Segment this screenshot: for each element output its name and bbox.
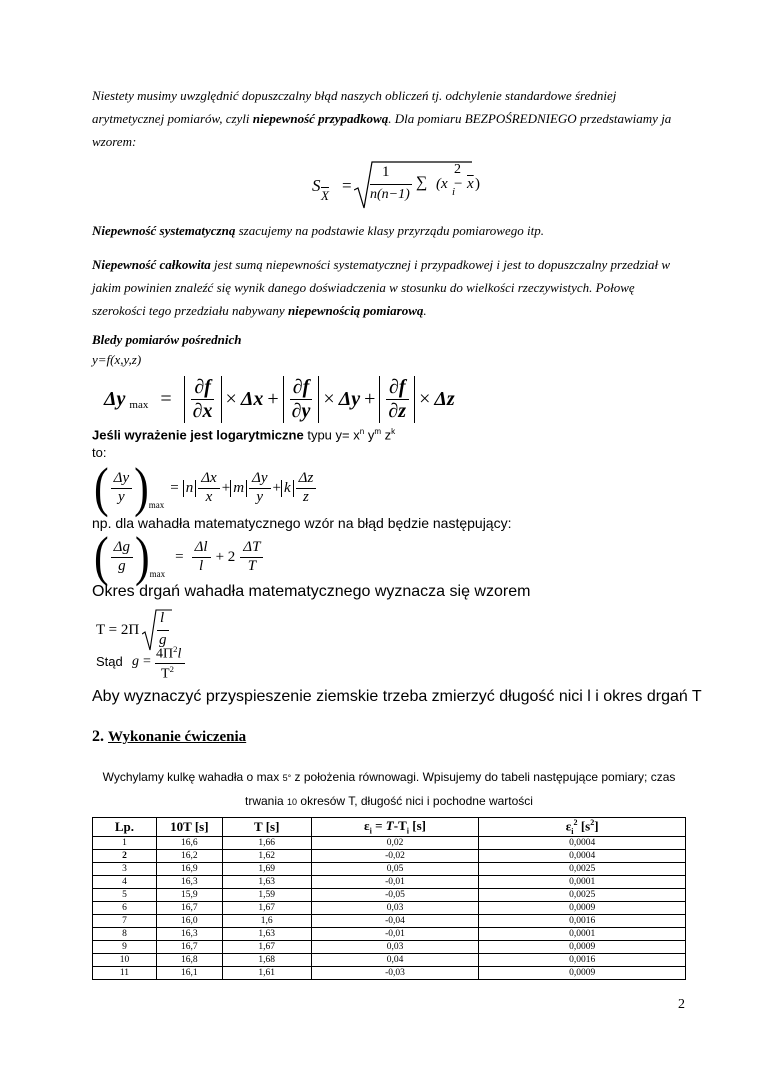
table-cell: 1 <box>93 837 157 850</box>
header-10t: 10T [s] <box>156 818 222 837</box>
table-row <box>93 889 686 902</box>
table-cell: 16,3 <box>156 928 222 941</box>
table-cell: 1,63 <box>222 876 311 889</box>
formula-delta-y-max: Δy max = $\frac{\partial f}{\partial x}$ × Δx + $\frac{\partial f}{\partial y}$ × Δy + $\frac{\partial f}{\partial z}$ × Δz <box>104 375 455 422</box>
table-cell: 0,0025 <box>479 889 686 902</box>
formula-pendulum-error: ( $\frac{\Delta g}{g}$ ) max = $\frac{\Delta l}{l}$ + 2 $\frac{\Delta T}{T}$ <box>94 533 265 581</box>
table-cell: -0,01 <box>311 928 479 941</box>
table-cell: 0,0009 <box>479 902 686 915</box>
table-cell: 2 <box>93 850 157 863</box>
table-cell: 0,05 <box>311 863 479 876</box>
table-row <box>93 941 686 954</box>
table-row <box>93 837 686 850</box>
table-cell: 5 <box>93 889 157 902</box>
table-cell: 16,8 <box>156 954 222 967</box>
table-cell: 0,0009 <box>479 967 686 980</box>
table-cell: 16,7 <box>156 941 222 954</box>
to-label: to: <box>92 445 107 460</box>
measurements-table <box>92 817 686 980</box>
table-cell: 7 <box>93 915 157 928</box>
table-body <box>93 837 686 980</box>
table-row <box>93 902 686 915</box>
exercise-description: Wychylamy kulkę wahadła o max 5° z położenia równowagi. Wpisujemy do tabeli następujące pomiary; czas trwania 10 okresów T, długość nici i pochodne wartości <box>102 770 676 808</box>
table-cell: 1,66 <box>222 837 311 850</box>
table-cell: -0,02 <box>311 850 479 863</box>
header-epsilon: $\varepsilon_i = \overline{T}-T_i$ [s] <box>311 818 479 837</box>
abs-partial-x: $\frac{\partial f}{\partial x}$ <box>184 376 222 423</box>
table-cell: 0,0004 <box>479 837 686 850</box>
table-cell: 0,0016 <box>479 915 686 928</box>
page-number: 2 <box>678 997 685 1012</box>
pendulum-error-text: np. dla wahadła matematycznego wzór na błąd będzie następujący: <box>92 515 512 531</box>
bold-random-uncertainty: niepewność przypadkową <box>252 111 389 126</box>
table-cell: 1,69 <box>222 863 311 876</box>
table-cell: -0,05 <box>311 889 479 902</box>
abs-partial-z: $\frac{\partial f}{\partial z}$ <box>379 376 415 423</box>
table-cell: 1,6 <box>222 915 311 928</box>
table-row <box>93 863 686 876</box>
table-cell: 16,6 <box>156 837 222 850</box>
formula-log-relative: ( $\frac{\Delta y}{y}$ ) max = n $\frac{\Delta x}{x}$ + m $\frac{\Delta y}{y}$ + k $\frac{\Delta z}{z}$ <box>94 464 318 512</box>
table-cell: 16,1 <box>156 967 222 980</box>
table-cell: 0,0001 <box>479 876 686 889</box>
section-heading: 2. Wykonanie ćwiczenia <box>92 728 247 745</box>
total-uncertainty-paragraph: Niepewność całkowita jest sumą niepewności systematycznej i przypadkowej i jest to dopuszczalny przedział w jakim powinien znaleźć się wynik danego doświadczenia w stosunku do wielkości rzeczywistych. Połowę szerokości tego przedziału nabywany niepewnością pomiarową. <box>92 257 671 318</box>
table-row <box>93 850 686 863</box>
table-cell: 1,63 <box>222 928 311 941</box>
table-cell: 1,62 <box>222 850 311 863</box>
table-cell: 4 <box>93 876 157 889</box>
table-row <box>93 915 686 928</box>
table-cell: 1,68 <box>222 954 311 967</box>
table-cell: 1,59 <box>222 889 311 902</box>
header-t: T [s] <box>222 818 311 837</box>
table-cell: 0,03 <box>311 902 479 915</box>
table-cell: 3 <box>93 863 157 876</box>
table-header-row <box>93 818 686 837</box>
table-cell: 11 <box>93 967 157 980</box>
table-row <box>93 954 686 967</box>
function-definition: y=f(x,y,z) <box>92 352 142 367</box>
table-cell: 0,03 <box>311 941 479 954</box>
table-cell: -0,01 <box>311 876 479 889</box>
abs-partial-y: $\frac{\partial f}{\partial y}$ <box>283 376 320 423</box>
table-cell: 0,04 <box>311 954 479 967</box>
table-cell: 1,67 <box>222 902 311 915</box>
table-cell: 16,2 <box>156 850 222 863</box>
indirect-errors-heading: Bledy pomiarów pośrednich <box>92 332 242 347</box>
table-cell: 0,0001 <box>479 928 686 941</box>
table-cell: 16,3 <box>156 876 222 889</box>
systematic-paragraph: Niepewność systematyczną szacujemy na podstawie klasy przyrządu pomiarowego itp. <box>92 223 544 238</box>
table-cell: 16,7 <box>156 902 222 915</box>
gravity-text: Aby wyznaczyć przyspieszenie ziemskie trzeba zmierzyć długość nici l i okres drgań T <box>92 688 702 705</box>
table-row <box>93 967 686 980</box>
fraction-bar <box>370 184 412 185</box>
table-row <box>93 928 686 941</box>
table-cell: -0,03 <box>311 967 479 980</box>
table-cell: 16,9 <box>156 863 222 876</box>
table-cell: 9 <box>93 941 157 954</box>
table-cell: 1,61 <box>222 967 311 980</box>
intro-paragraph: Niestety musimy uwzględnić dopuszczalny błąd naszych obliczeń tj. odchylenie standardowe średniej arytmetycznej pomiarów, czyli niepewność przypadkową. Dla pomiaru BEZPOŚREDNIEGO przedstawiamy ja wzorem: <box>92 88 672 149</box>
table-row <box>93 876 686 889</box>
table-cell: 8 <box>93 928 157 941</box>
table-cell: 0,0004 <box>479 850 686 863</box>
table-cell: 6 <box>93 902 157 915</box>
table-cell: 1,67 <box>222 941 311 954</box>
table-cell: 0,0016 <box>479 954 686 967</box>
table-cell: 0,02 <box>311 837 479 850</box>
table-cell: 15,9 <box>156 889 222 902</box>
period-text: Okres drgań wahadła matematycznego wyznacza się wzorem <box>92 583 531 600</box>
table-cell: 0,0009 <box>479 941 686 954</box>
table-cell: -0,04 <box>311 915 479 928</box>
header-epsilon-sq: $\varepsilon_i^2$ $[s^2]$ <box>479 818 686 837</box>
header-lp: Lp. <box>93 818 157 837</box>
logarithmic-line: Jeśli wyrażenie jest logarytmiczne typu $y= x^n$ $y^m$ $z^k$ <box>92 427 396 443</box>
table-cell: 10 <box>93 954 157 967</box>
table-cell: 0,0025 <box>479 863 686 876</box>
table-cell: 16,0 <box>156 915 222 928</box>
